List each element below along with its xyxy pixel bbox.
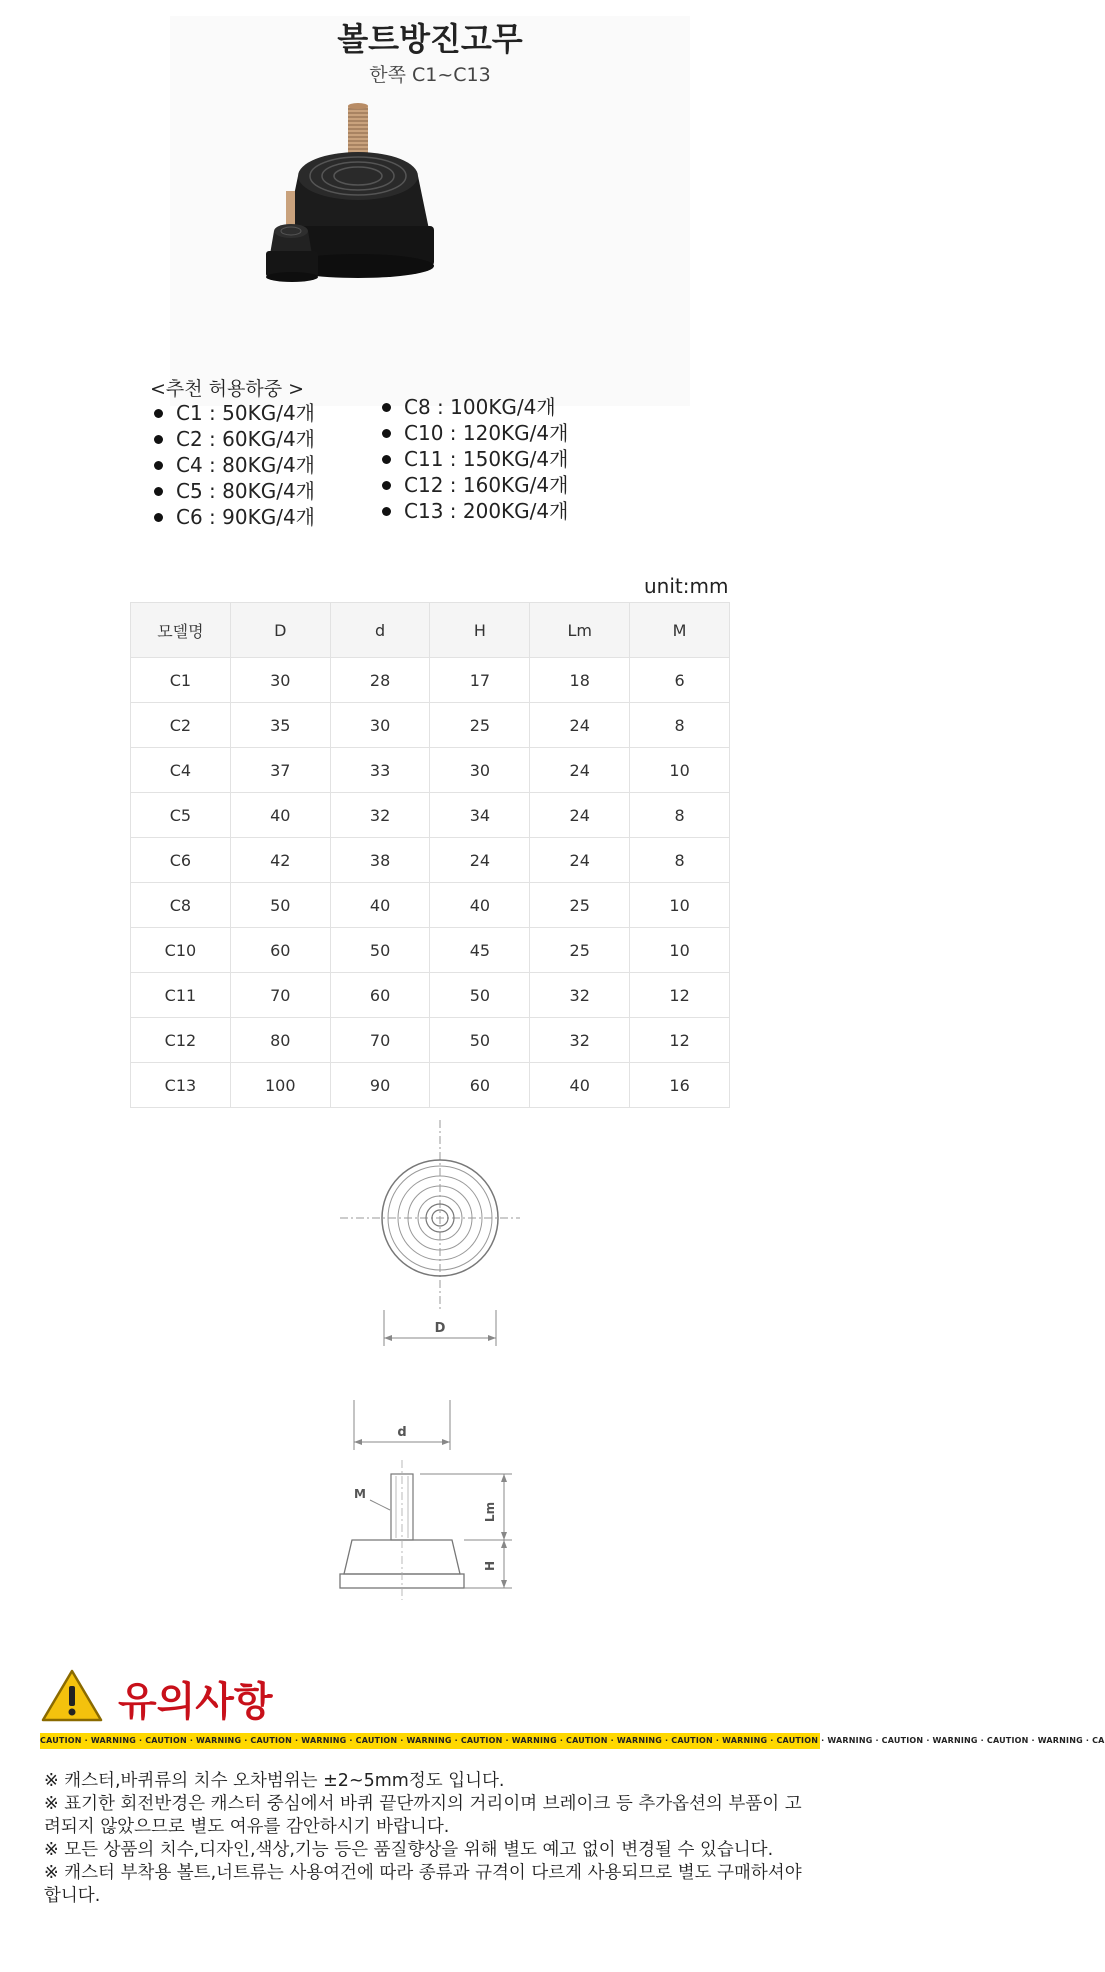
list-item: C2 : 60KG/4개 — [150, 426, 315, 452]
dim-label-Lm: Lm — [483, 1501, 497, 1523]
cell: 8 — [630, 703, 730, 748]
cell: C6 — [131, 838, 231, 883]
cell: 80 — [230, 1018, 330, 1063]
caution-tape — [40, 1733, 1105, 1749]
header-M: M — [630, 603, 730, 658]
cell: 24 — [530, 793, 630, 838]
cell: 18 — [530, 658, 630, 703]
table-row — [131, 883, 730, 928]
cell: 100 — [230, 1063, 330, 1108]
cell: 10 — [630, 748, 730, 793]
warning-triangle-icon — [40, 1668, 104, 1728]
cell: 40 — [530, 1063, 630, 1108]
cell: 24 — [530, 838, 630, 883]
cell: 33 — [330, 748, 430, 793]
cell: 38 — [330, 838, 430, 883]
note-line: ※ 캐스터,바퀴류의 치수 오차범위는 ±2~5mm정도 입니다. — [44, 1771, 505, 1791]
cell: 8 — [630, 838, 730, 883]
cell: 45 — [430, 928, 530, 973]
table-row — [131, 928, 730, 973]
cell: 40 — [330, 883, 430, 928]
cell: 60 — [230, 928, 330, 973]
product-subtitle: 한쪽 C1~C13 — [369, 64, 491, 86]
list-item: C11 : 150KG/4개 — [378, 446, 568, 472]
cell: 17 — [430, 658, 530, 703]
cell: C11 — [131, 973, 231, 1018]
cell: 25 — [430, 703, 530, 748]
table-row — [131, 1063, 730, 1108]
cell: 60 — [430, 1063, 530, 1108]
table-row — [131, 793, 730, 838]
top-view-drawing — [340, 1120, 520, 1364]
dim-label-M: M — [354, 1487, 366, 1501]
notice-title: 유의사항 — [118, 1679, 273, 1725]
product-title: 볼트방진고무 — [337, 20, 523, 58]
note-line: ※ 표기한 회전반경은 캐스터 중심에서 바퀴 끝단까지의 거리이며 브레이크 등 추가옵션의 부품이 고려되지 않았으므로 별도 여유를 감안하시기 바랍니다. — [44, 1794, 802, 1837]
table-row — [131, 703, 730, 748]
table-row — [131, 748, 730, 793]
list-item: C12 : 160KG/4개 — [378, 472, 568, 498]
cell: 12 — [630, 973, 730, 1018]
cell: C12 — [131, 1018, 231, 1063]
cell: 10 — [630, 928, 730, 973]
cell: 32 — [530, 973, 630, 1018]
cell: 25 — [530, 928, 630, 973]
note-line: ※ 모든 상품의 치수,디자인,색상,기능 등은 품질향상을 위해 별도 예고 없이 변경될 수 있습니다. — [44, 1840, 774, 1860]
cell: C1 — [131, 658, 231, 703]
cell: C2 — [131, 703, 231, 748]
cell: 50 — [430, 1018, 530, 1063]
cell: 8 — [630, 793, 730, 838]
cell: 24 — [430, 838, 530, 883]
cell: 70 — [330, 1018, 430, 1063]
cell: C5 — [131, 793, 231, 838]
notice-notes — [44, 1770, 814, 1908]
cell: 35 — [230, 703, 330, 748]
cell: 40 — [230, 793, 330, 838]
cell: 32 — [330, 793, 430, 838]
cell: C4 — [131, 748, 231, 793]
dim-label-H: H — [483, 1560, 497, 1572]
cell: 30 — [330, 703, 430, 748]
header-d: d — [330, 603, 430, 658]
table-row — [131, 1018, 730, 1063]
list-item: C4 : 80KG/4개 — [150, 452, 315, 478]
list-item: C8 : 100KG/4개 — [378, 394, 568, 420]
side-view-drawing — [330, 1400, 530, 1624]
cell: 40 — [430, 883, 530, 928]
cell: C13 — [131, 1063, 231, 1108]
cell: 37 — [230, 748, 330, 793]
caution-tape-text: CAUTION · WARNING · CAUTION · WARNING · CAUTION · WARNING · CAUTION · WARNING · CAUTION · WARNING · CAUTION · WARNING · CAUTION · WARNING · CAUTION · WARNING · CAUTION · WARNING · CAUTION · WARNING · CA — [40, 1736, 1105, 1745]
cell: 12 — [630, 1018, 730, 1063]
dim-label-d: d — [397, 1425, 407, 1440]
cell: 50 — [330, 928, 430, 973]
list-item: C1 : 50KG/4개 — [150, 400, 315, 426]
load-capacity-header: <추천 허용하중 > — [150, 378, 305, 400]
cell: 30 — [230, 658, 330, 703]
cell: 25 — [530, 883, 630, 928]
list-item: C5 : 80KG/4개 — [150, 478, 315, 504]
cell: 42 — [230, 838, 330, 883]
header-Lm: Lm — [530, 603, 630, 658]
cell: 70 — [230, 973, 330, 1018]
table-row — [131, 658, 730, 703]
header-D: D — [230, 603, 330, 658]
note-line: ※ 캐스터 부착용 볼트,너트류는 사용여건에 따라 종류과 규격이 다르게 사용되므로 별도 구매하셔야 합니다. — [44, 1863, 802, 1906]
spec-table — [130, 602, 730, 1108]
cell: 50 — [430, 973, 530, 1018]
cell: 16 — [630, 1063, 730, 1108]
load-list-left — [150, 400, 315, 530]
cell: 32 — [530, 1018, 630, 1063]
cell: 90 — [330, 1063, 430, 1108]
cell: 60 — [330, 973, 430, 1018]
list-item: C6 : 90KG/4개 — [150, 504, 315, 530]
cell: 24 — [530, 703, 630, 748]
unit-label: unit:mm — [644, 574, 729, 598]
cell: 30 — [430, 748, 530, 793]
cell: 34 — [430, 793, 530, 838]
list-item: C13 : 200KG/4개 — [378, 498, 568, 524]
cell: C10 — [131, 928, 231, 973]
load-list-right — [378, 394, 568, 524]
cell: 6 — [630, 658, 730, 703]
list-item: C10 : 120KG/4개 — [378, 420, 568, 446]
cell: 50 — [230, 883, 330, 928]
table-row — [131, 973, 730, 1018]
table-row — [131, 838, 730, 883]
cell: 24 — [530, 748, 630, 793]
cell: 10 — [630, 883, 730, 928]
cell: C8 — [131, 883, 231, 928]
table-header-row — [131, 603, 730, 658]
cell: 28 — [330, 658, 430, 703]
dim-label-D: D — [434, 1321, 446, 1336]
header-H: H — [430, 603, 530, 658]
header-model: 모델명 — [131, 603, 231, 658]
